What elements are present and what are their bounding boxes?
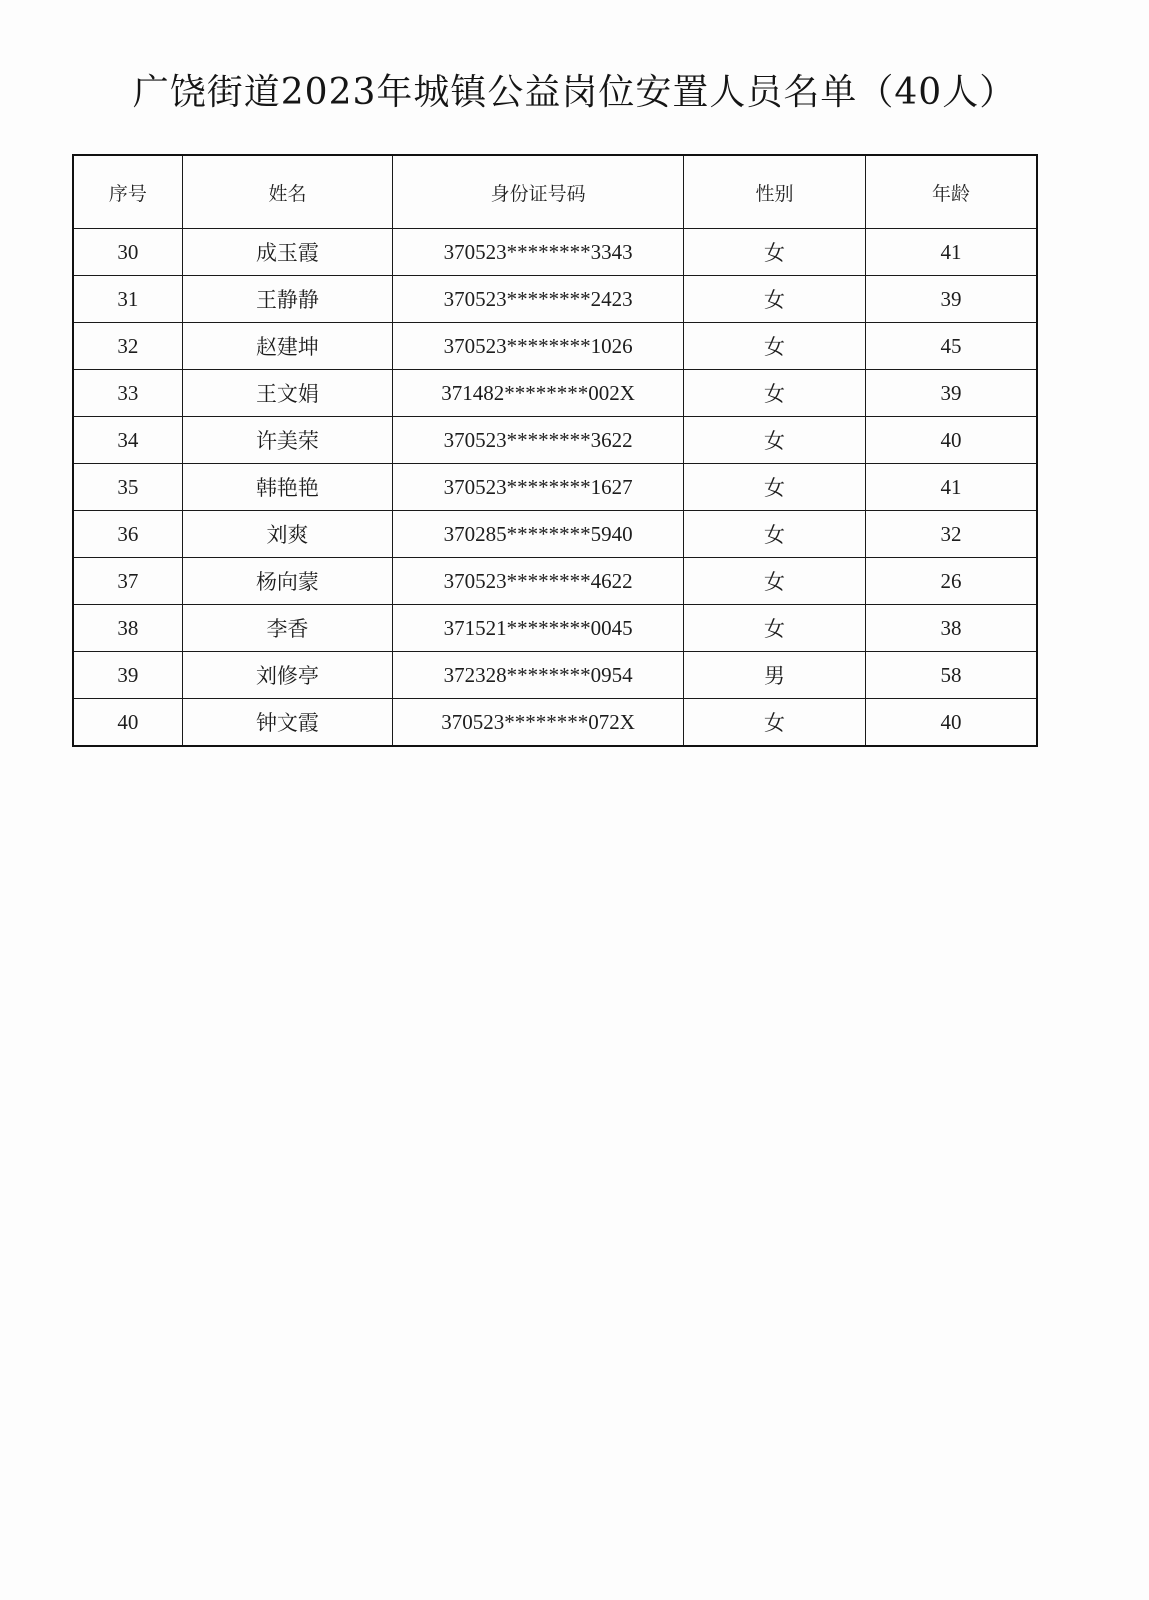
cell-serial-number: 30 <box>73 229 182 276</box>
cell-name: 刘爽 <box>182 511 392 558</box>
cell-serial-number: 35 <box>73 464 182 511</box>
table-row <box>73 323 1037 370</box>
table-row <box>73 511 1037 558</box>
cell-gender: 男 <box>684 652 866 699</box>
cell-gender: 女 <box>684 417 866 464</box>
header-age: 年龄 <box>865 155 1037 229</box>
cell-gender: 女 <box>684 511 866 558</box>
header-serial-number: 序号 <box>73 155 182 229</box>
cell-id-number: 370523********1627 <box>393 464 684 511</box>
cell-age: 40 <box>865 417 1037 464</box>
table-row <box>73 229 1037 276</box>
table-row <box>73 276 1037 323</box>
cell-gender: 女 <box>684 229 866 276</box>
table-row <box>73 558 1037 605</box>
cell-serial-number: 31 <box>73 276 182 323</box>
header-name: 姓名 <box>182 155 392 229</box>
table-row <box>73 464 1037 511</box>
cell-serial-number: 32 <box>73 323 182 370</box>
cell-id-number: 370285********5940 <box>393 511 684 558</box>
cell-age: 38 <box>865 605 1037 652</box>
cell-age: 39 <box>865 276 1037 323</box>
cell-id-number: 370523********3622 <box>393 417 684 464</box>
cell-id-number: 370523********3343 <box>393 229 684 276</box>
cell-serial-number: 40 <box>73 699 182 747</box>
cell-name: 杨向蒙 <box>182 558 392 605</box>
cell-name: 李香 <box>182 605 392 652</box>
cell-serial-number: 33 <box>73 370 182 417</box>
table-row <box>73 417 1037 464</box>
cell-name: 赵建坤 <box>182 323 392 370</box>
cell-gender: 女 <box>684 323 866 370</box>
cell-age: 41 <box>865 464 1037 511</box>
cell-gender: 女 <box>684 276 866 323</box>
cell-age: 39 <box>865 370 1037 417</box>
table-header-row <box>73 155 1037 229</box>
cell-serial-number: 38 <box>73 605 182 652</box>
table-row <box>73 699 1037 747</box>
cell-age: 41 <box>865 229 1037 276</box>
cell-name: 王静静 <box>182 276 392 323</box>
cell-gender: 女 <box>684 699 866 747</box>
cell-gender: 女 <box>684 464 866 511</box>
cell-age: 40 <box>865 699 1037 747</box>
cell-gender: 女 <box>684 558 866 605</box>
header-id-number: 身份证号码 <box>393 155 684 229</box>
page-title: 广饶街道2023年城镇公益岗位安置人员名单（40人） <box>132 72 1017 113</box>
cell-name: 许美荣 <box>182 417 392 464</box>
cell-gender: 女 <box>684 370 866 417</box>
cell-id-number: 370523********4622 <box>393 558 684 605</box>
cell-serial-number: 34 <box>73 417 182 464</box>
cell-id-number: 371521********0045 <box>393 605 684 652</box>
table-row <box>73 370 1037 417</box>
cell-serial-number: 37 <box>73 558 182 605</box>
table-row <box>73 652 1037 699</box>
cell-name: 成玉霞 <box>182 229 392 276</box>
cell-id-number: 370523********1026 <box>393 323 684 370</box>
cell-name: 王文娟 <box>182 370 392 417</box>
cell-gender: 女 <box>684 605 866 652</box>
cell-age: 58 <box>865 652 1037 699</box>
cell-age: 45 <box>865 323 1037 370</box>
cell-id-number: 370523********072X <box>393 699 684 747</box>
cell-id-number: 370523********2423 <box>393 276 684 323</box>
cell-name: 钟文霞 <box>182 699 392 747</box>
cell-id-number: 371482********002X <box>393 370 684 417</box>
cell-id-number: 372328********0954 <box>393 652 684 699</box>
personnel-table <box>72 154 1038 747</box>
cell-serial-number: 39 <box>73 652 182 699</box>
cell-age: 32 <box>865 511 1037 558</box>
table-row <box>73 605 1037 652</box>
cell-serial-number: 36 <box>73 511 182 558</box>
header-gender: 性别 <box>684 155 866 229</box>
cell-name: 韩艳艳 <box>182 464 392 511</box>
cell-name: 刘修亭 <box>182 652 392 699</box>
cell-age: 26 <box>865 558 1037 605</box>
